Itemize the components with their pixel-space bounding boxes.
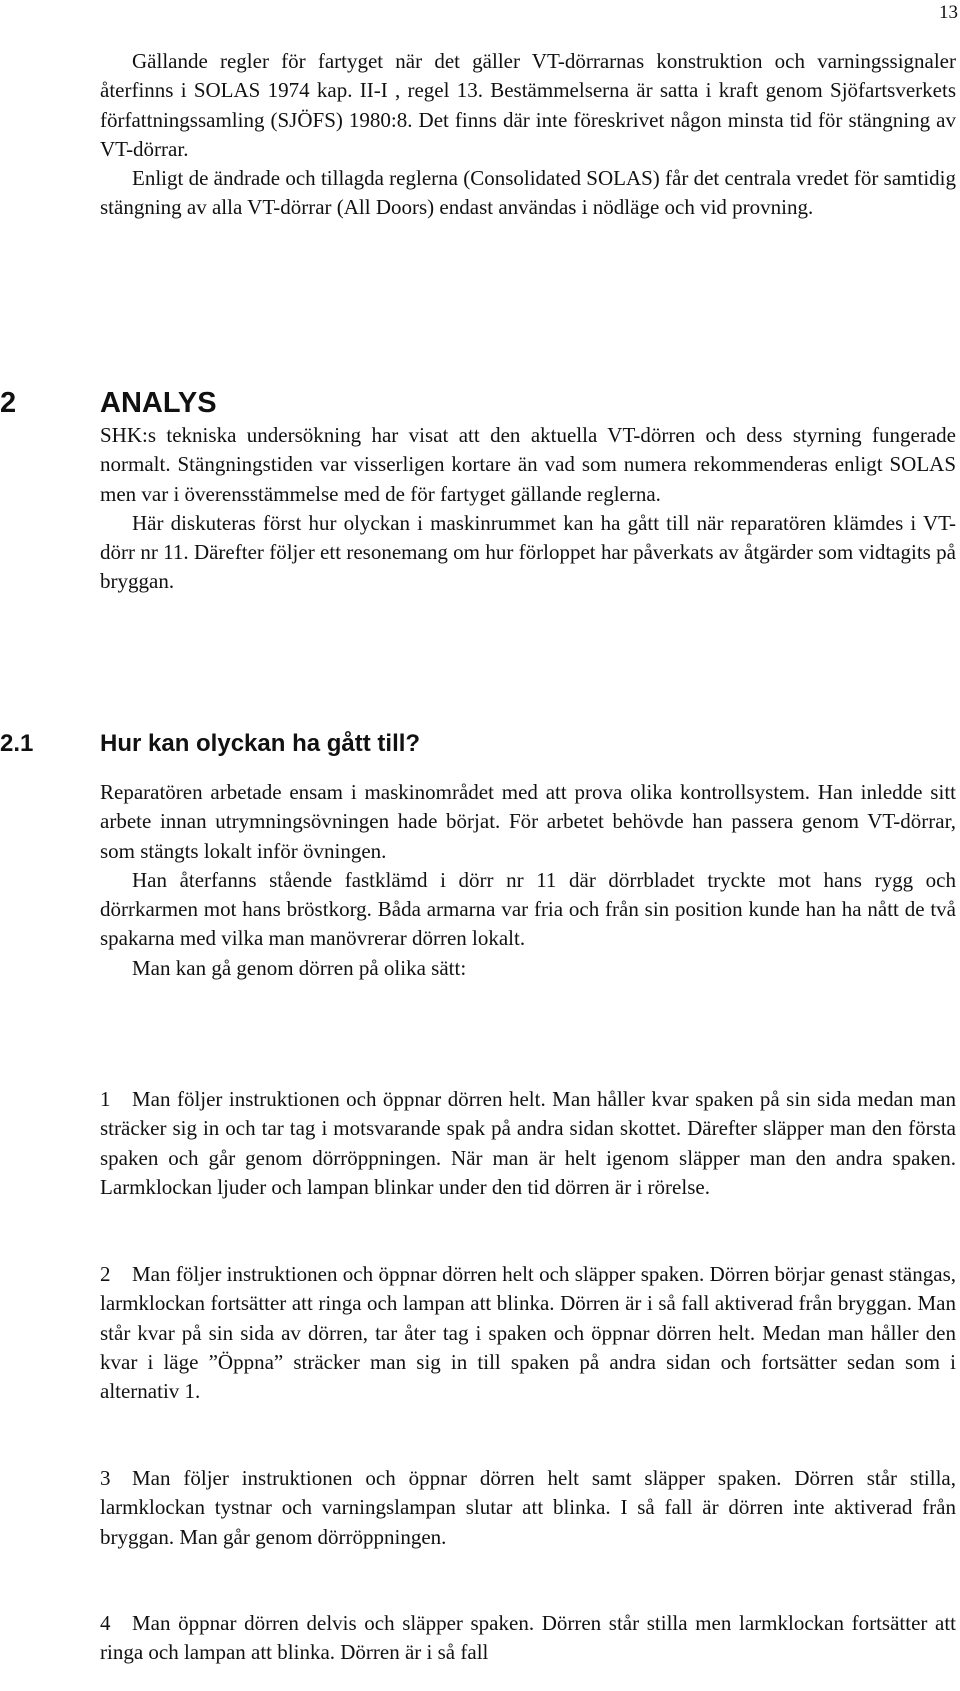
accident-section [100,778,956,983]
page-number: 13 [939,2,958,23]
body-paragraph: Man kan gå genom dörren på olika sätt: [132,955,467,980]
alternative-item [100,1609,956,1668]
alternative-item [100,1085,956,1202]
alternative-text: Man följer instruktionen och öppnar dörren helt. Man håller kvar spaken på sin sida medan man sträcker sig in och tar tag i motsvarande spak på andra sidan skottet. Därefter släpper man den första spaken och går genom dörröppningen. När man är helt igenom släpper man den andra spaken. Larmklockan ljuder och lampan blinkar under den tid dörren är i rörelse. [100,1087,956,1199]
alternative-item [100,1464,956,1552]
subsection-title: Hur kan olyckan ha gått till? [100,730,421,757]
alternative-number: 2 [100,1262,111,1286]
intro-paragraph: Enligt de ändrade och tillagda reglerna (Consolidated SOLAS) får det centrala vredet för samtidig stängning av alla VT-dörrar (All Doors) endast användas i nödläge och vid provning. [100,166,956,220]
analysis-section [100,421,956,597]
alternative-number: 4 [100,1611,111,1635]
alternative-text: Man följer instruktionen och öppnar dörren helt och släpper spaken. Dörren börjar genast stängas, larmklockan fortsätter att ringa och lampan att blinka. Dörren är i så fall aktiverad från bryggan. Man står kvar på sin sida av dörren, tar åter tag i spaken och öppnar dörren helt. Medan man håller den kvar i läge ”Öppna” sträcker man sig in till spaken på andra sidan och fortsätter sedan som i alternativ 1. [100,1262,956,1404]
alternative-item [100,1260,956,1406]
alternative-text: Man öppnar dörren delvis och släpper spaken. Dörren står stilla men larmklockan fortsätter att ringa och lampan att blinka. Dörren är i så fall [100,1611,956,1665]
alternative-number: 1 [100,1087,111,1111]
alternative-text: Man följer instruktionen och öppnar dörren helt samt släpper spaken. Dörren står stilla, larmklockan tystnar och varningslampan slutar att blinka. I så fall är dörren inte aktiverad från bryggan. Man går genom dörröppningen. [100,1466,956,1549]
intro-paragraph: Gällande regler för fartyget när det gäller VT-dörrarnas konstruktion och varningssignaler återfinns i SOLAS 1974 kap. II-I , regel 13. Bestämmelserna är satta i kraft genom Sjöfartsverkets författningssamling (SJÖFS) 1980:8. Det finns där inte föreskrivet någon minsta tid för stängning av VT-dörrar. [100,49,956,161]
body-paragraph: Reparatören arbetade ensam i maskinområdet med att prova olika kontrollsystem. Han inledde sitt arbete innan utrymningsövningen hade börjat. För arbetet behövde han passera genom VT-dörrar, som stängts lokalt inför övningen. [100,780,956,863]
subsection-number: 2.1 [0,730,34,757]
body-paragraph: SHK:s tekniska undersökning har visat att den aktuella VT-dörren och dess styrning fungerade normalt. Stängningstiden var visserligen kortare än vad som numera rekommenderas enligt SOLAS men var i överensstämmelse med de för fartyget gällande reglerna. [100,423,956,506]
body-paragraph: Han återfanns stående fastklämd i dörr nr 11 där dörrbladet tryckte mot hans rygg och dörrkarmen mot hans bröstkorg. Båda armarna var fria och från sin position kunde han ha nått de två spakarna med vilka man manövrerar dörren lokalt. [100,867,956,951]
section-title: ANALYS [100,387,217,419]
body-paragraph: Här diskuteras först hur olyckan i maskinrummet kan ha gått till när reparatören klämdes i VT-dörr nr 11. Därefter följer ett resonemang om hur förloppet har påverkats av åtgärder som vidtagits på bryggan. [100,510,956,594]
intro-section [100,47,956,223]
alternative-number: 3 [100,1466,111,1490]
section-number: 2 [0,387,17,419]
